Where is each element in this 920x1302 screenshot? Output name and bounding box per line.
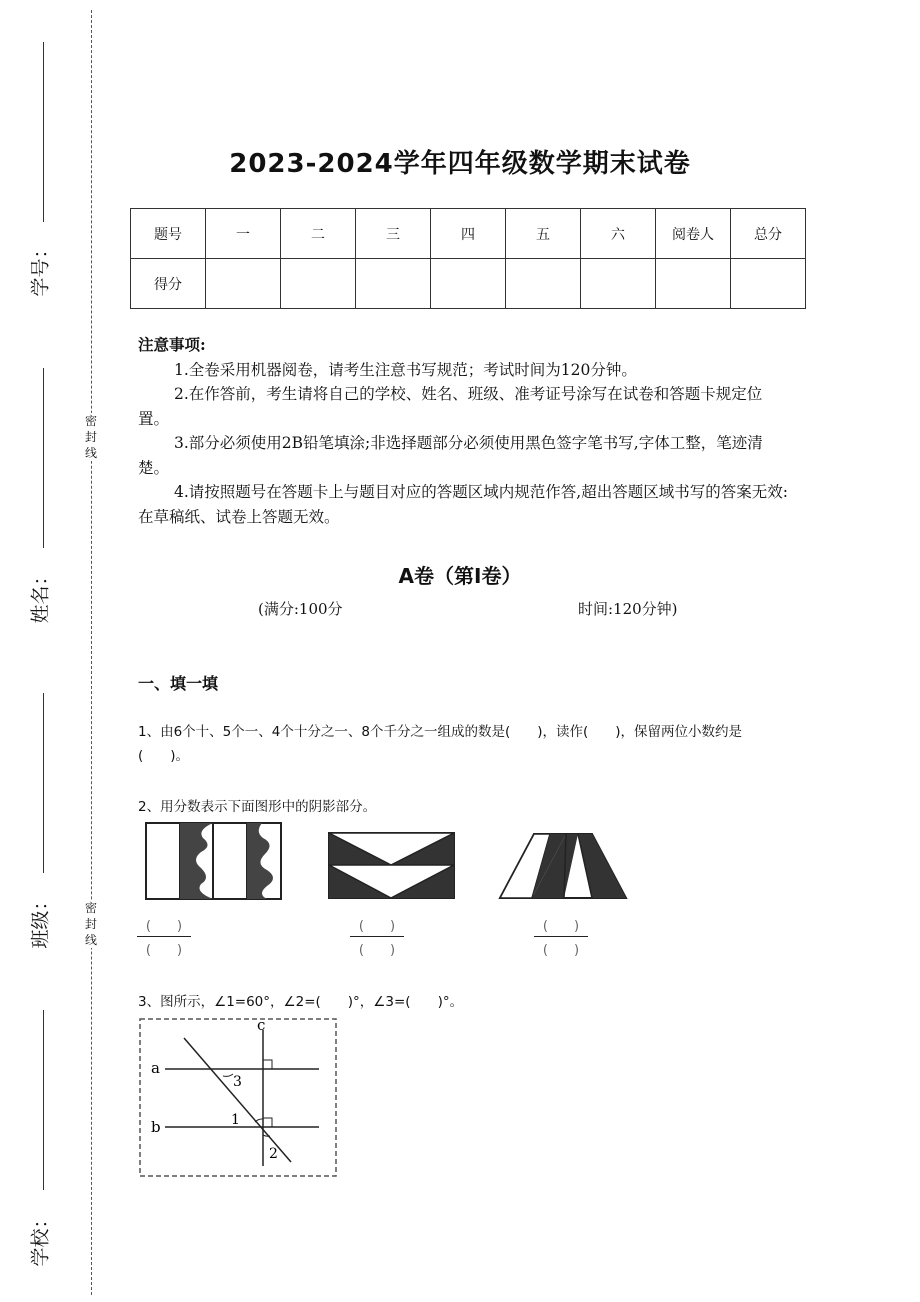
question-3: 3、图所示，∠1=60°，∠2=( )°，∠3=( )°。 xyxy=(138,994,464,1010)
section-title: A卷（第I卷） xyxy=(398,564,522,588)
score-cell[interactable] xyxy=(656,259,731,309)
school-label: 学校： xyxy=(29,1209,52,1267)
note-item: 4.请按照题号在答题卡上与题目对应的答题区域内规范作答,超出答题区域书写的答案无效:在草稿纸、试卷上答题无效。 xyxy=(138,483,788,526)
score-cell[interactable] xyxy=(431,259,506,309)
page-title: 2023-2024学年四年级数学期末试卷 xyxy=(229,149,691,179)
header-cell: 六 xyxy=(581,209,656,259)
label-c: c xyxy=(257,1018,266,1034)
student-id-label: 学号： xyxy=(29,239,52,297)
fraction-blank-3[interactable]: ( ) ( ) xyxy=(534,915,588,958)
note-item: 1.全卷采用机器阅卷，请考生注意书写规范；考试时间为120分钟。 xyxy=(174,360,637,379)
angle-1-label: 1 xyxy=(231,1112,240,1128)
header-cell: 题号 xyxy=(131,209,206,259)
student-id-line xyxy=(43,42,44,222)
score-cell[interactable] xyxy=(506,259,581,309)
label-a: a xyxy=(151,1059,160,1077)
name-line xyxy=(43,368,44,548)
figure-trapezoid xyxy=(498,832,630,902)
score-row-label: 得分 xyxy=(131,259,206,309)
notes-heading: 注意事项: xyxy=(138,335,206,354)
full-score: (满分:100分 xyxy=(258,600,343,618)
header-cell: 三 xyxy=(356,209,431,259)
fraction-blank-2[interactable]: ( ) ( ) xyxy=(350,915,404,958)
header-cell: 一 xyxy=(206,209,281,259)
school-line xyxy=(43,1010,44,1190)
binding-dashed-line xyxy=(91,10,92,1295)
header-cell: 阅卷人 xyxy=(656,209,731,259)
header-cell: 二 xyxy=(281,209,356,259)
score-table-score-row xyxy=(131,259,806,309)
header-cell: 总分 xyxy=(731,209,806,259)
question-1: 1、由6个十、5个一、4个十分之一、8个千分之一组成的数是( )，读作( )，保留两位小数约是( )。 xyxy=(138,724,743,764)
fraction-blank-1[interactable]: ( ) ( ) xyxy=(137,915,191,958)
header-cell: 四 xyxy=(431,209,506,259)
seal-text-bottom: 密 封 线 xyxy=(82,900,100,948)
class-line xyxy=(43,693,44,873)
note-item: 2.在作答前，考生请将自己的学校、姓名、班级、准考证号涂写在试卷和答题卡规定位置。 xyxy=(138,385,763,428)
score-table-header-row xyxy=(131,209,806,259)
score-cell[interactable] xyxy=(581,259,656,309)
header-cell: 五 xyxy=(506,209,581,259)
class-label: 班级： xyxy=(29,891,52,949)
score-cell[interactable] xyxy=(206,259,281,309)
score-cell[interactable] xyxy=(356,259,431,309)
label-b: b xyxy=(151,1118,161,1136)
note-item: 3.部分必须使用2B铅笔填涂;非选择题部分必须使用黑色签字笔书写,字体工整，笔迹清楚。 xyxy=(138,434,763,477)
score-cell[interactable] xyxy=(281,259,356,309)
score-cell[interactable] xyxy=(731,259,806,309)
angle-2-label: 2 xyxy=(269,1146,278,1162)
seal-text-top: 密 封 线 xyxy=(82,413,100,461)
name-label: 姓名： xyxy=(29,566,52,624)
figure-triangle-rectangle xyxy=(328,832,458,902)
score-table xyxy=(130,208,806,309)
exam-time: 时间:120分钟) xyxy=(578,600,678,618)
part-heading: 一、填一填 xyxy=(138,674,219,693)
question-2: 2、用分数表示下面图形中的阴影部分。 xyxy=(138,799,377,815)
figure-angles xyxy=(139,1018,339,1178)
figure-wavy-rectangle xyxy=(145,822,285,902)
angle-3-label: 3 xyxy=(233,1074,242,1090)
notes-block xyxy=(138,333,788,529)
